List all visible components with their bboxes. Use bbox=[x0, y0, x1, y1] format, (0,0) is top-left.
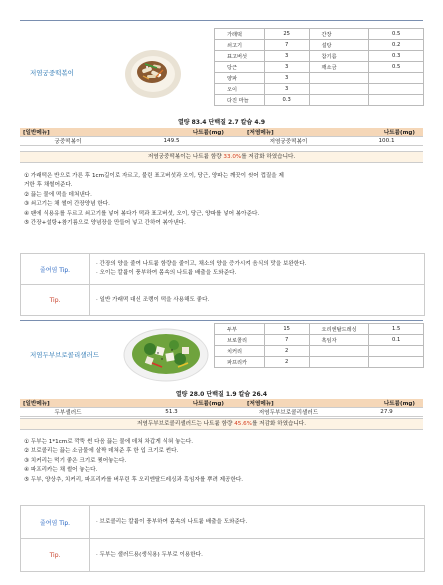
tip-line: · 일반 가래떡 대신 조랭이 떡을 사용해도 좋다. bbox=[96, 296, 210, 303]
ingredient-amount: 15 bbox=[264, 324, 309, 335]
ingredient-name: 당근 bbox=[215, 62, 265, 73]
step-item: ④ 파프리카는 채 썰어 놓는다. bbox=[24, 467, 98, 474]
tip-label: Tip. bbox=[21, 539, 90, 571]
low-salt-menu-name: 저염궁중떡볶이 bbox=[227, 137, 350, 146]
dish-photo bbox=[123, 42, 183, 102]
low-salt-menu-name: 저염두부브로콜리샐러드 bbox=[227, 408, 350, 417]
ingredient-amount: 0.3 bbox=[264, 95, 309, 106]
ingredient-amount: 7 bbox=[264, 40, 309, 51]
ingredient-row bbox=[215, 346, 424, 357]
low-salt-menu-sodium: 100.1 bbox=[350, 137, 423, 146]
ingredient-amount bbox=[369, 95, 424, 106]
step-item: ⑤ 두부, 양상추, 치커리, 파프리카를 버무린 후 오리엔탈드레싱과 흑임자를 뿌려 제공한다. bbox=[24, 476, 244, 483]
tip-content bbox=[90, 285, 424, 315]
ingredient-row bbox=[215, 73, 424, 84]
ingredient-amount: 0.5 bbox=[369, 62, 424, 73]
ingredient-name: 참기름 bbox=[309, 51, 369, 62]
step-item: ④ 팬에 식용유를 두르고 쇠고기를 넣어 볶다가 떡과 표고버섯, 오이, 당근, 양파를 넣어 볶아준다. bbox=[24, 210, 260, 217]
low-salt-tip-content bbox=[90, 506, 424, 538]
step-item: ① 두부는 1*1cm로 깍뚝 썬 다음 끓는 물에 데쳐 차갑게 식혀 놓는다. bbox=[24, 439, 194, 445]
step-item: 거한 후 채썰어준다. bbox=[24, 182, 73, 189]
ingredient-row bbox=[215, 40, 424, 51]
header-general-menu: [일반메뉴] bbox=[20, 128, 116, 137]
tip-box bbox=[20, 253, 425, 316]
ingredient-name: 설탕 bbox=[309, 40, 369, 51]
ingredient-amount: 0.2 bbox=[369, 40, 424, 51]
ingredient-row bbox=[215, 62, 424, 73]
step-item: ① 가래떡은 반으로 가른 후 1cm길이로 자르고, 불린 표고버섯과 오이, 당근, 양파는 깨끗이 씻어 껍질을 제 bbox=[24, 173, 284, 179]
ingredient-row bbox=[215, 84, 424, 95]
ingredient-name: 두부 bbox=[215, 324, 265, 335]
tip-line: · 브로콜리는 칼륨이 풍부하여 몸속의 나트륨 배출을 도와준다. bbox=[96, 518, 248, 525]
ingredient-amount: 0.1 bbox=[369, 335, 424, 346]
ingredient-row bbox=[215, 51, 424, 62]
ingredient-name: 다진 마늘 bbox=[215, 95, 265, 106]
header-sodium: 나트륨(mg) bbox=[350, 128, 423, 137]
step-item: ③ 쇠고기는 채 썰어 간장양념 한다. bbox=[24, 201, 110, 208]
ingredient-amount bbox=[369, 346, 424, 357]
reduction-percent: 33.0% bbox=[223, 154, 242, 160]
ingredient-amount: 3 bbox=[264, 84, 309, 95]
ingredient-name: 가래떡 bbox=[215, 29, 265, 40]
step-item: ③ 치커리는 먹기 좋은 크기로 찢어놓는다. bbox=[24, 457, 127, 464]
ingredient-name: 쇠고기 bbox=[215, 40, 265, 51]
ingredient-name bbox=[309, 346, 369, 357]
ingredient-amount: 1.5 bbox=[369, 324, 424, 335]
general-menu-name: 두부샐러드 bbox=[20, 408, 116, 417]
ingredient-amount: 3 bbox=[264, 62, 309, 73]
sodium-comparison-table bbox=[20, 128, 423, 146]
ingredient-name: 오이 bbox=[215, 84, 265, 95]
tip-content bbox=[90, 539, 424, 571]
step-item: ② 끓는 물에 떡을 데쳐낸다. bbox=[24, 191, 92, 198]
nutrition-summary: 열량 28.0 단백질 1.9 칼슘 26.4 bbox=[175, 391, 268, 398]
general-menu-sodium: 149.5 bbox=[116, 137, 227, 146]
header-low-salt-menu: [저염메뉴] bbox=[227, 128, 350, 137]
sodium-reduction-note: 저염두부브로콜리샐러드는 나트륨 함량 45.6%를 저감화 하였습니다. bbox=[20, 418, 423, 430]
ingredient-amount: 3 bbox=[264, 51, 309, 62]
ingredient-name: 표고버섯 bbox=[215, 51, 265, 62]
ingredient-name: 간장 bbox=[309, 29, 369, 40]
ingredient-name bbox=[309, 95, 369, 106]
tip-line: · 오이는 칼륨이 풍부하여 몸속의 나트륨 배출을 도와준다. bbox=[96, 270, 237, 276]
ingredient-table bbox=[214, 28, 424, 106]
tip-line: · 간장의 양을 줄여 나트륨 함량을 줄이고, 채소의 양을 증가시켜 음식의 맛을 보완한다. bbox=[96, 261, 307, 267]
ingredient-name bbox=[309, 84, 369, 95]
ingredient-amount: 25 bbox=[264, 29, 309, 40]
step-item: ② 브로콜리는 끓는 소금물에 살짝 데쳐준 후 한 입 크기로 썬다. bbox=[24, 448, 179, 455]
cooking-steps bbox=[24, 438, 243, 485]
ingredient-table bbox=[214, 323, 424, 368]
dish-name: 저염두부브로콜리샐러드 bbox=[30, 351, 100, 359]
ingredient-name bbox=[309, 357, 369, 368]
ingredient-amount bbox=[369, 357, 424, 368]
ingredient-row bbox=[215, 95, 424, 106]
tip-line: · 두부는 샐러드용(생식용) 두부로 이용한다. bbox=[96, 551, 203, 558]
ingredient-amount: 7 bbox=[264, 335, 309, 346]
header-sodium: 나트륨(mg) bbox=[116, 128, 227, 137]
sodium-reduction-note: 저염궁중떡볶이는 나트륨 함량 33.0%를 저감화 하였습니다. bbox=[20, 151, 423, 163]
reduction-percent: 45.6% bbox=[234, 421, 252, 427]
general-menu-sodium: 51.3 bbox=[116, 408, 227, 417]
low-salt-tip-label: 줄여염 Tip. bbox=[21, 506, 90, 538]
ingredient-row bbox=[215, 29, 424, 40]
ingredient-amount: 3 bbox=[264, 73, 309, 84]
tip-box bbox=[20, 505, 425, 572]
ingredient-amount bbox=[369, 84, 424, 95]
ingredient-amount: 0.3 bbox=[369, 51, 424, 62]
ingredient-row bbox=[215, 357, 424, 368]
ingredient-amount: 2 bbox=[264, 346, 309, 357]
ingredient-name: 양파 bbox=[215, 73, 265, 84]
header-sodium: 나트륨(mg) bbox=[116, 399, 227, 408]
header-general-menu: [일반메뉴] bbox=[20, 399, 116, 408]
ingredient-amount bbox=[369, 73, 424, 84]
ingredient-name bbox=[309, 73, 369, 84]
header-low-salt-menu: [저염메뉴] bbox=[227, 399, 350, 408]
ingredient-name: 파프리카 bbox=[215, 357, 265, 368]
sodium-comparison-table bbox=[20, 399, 423, 417]
dish-name: 저염궁중떡볶이 bbox=[30, 69, 74, 77]
general-menu-name: 궁중떡볶이 bbox=[20, 137, 116, 146]
step-item: ⑤ 간장+설탕+참기름으로 양념장을 만들어 넣고 간하여 볶아낸다. bbox=[24, 220, 186, 227]
ingredient-row bbox=[215, 335, 424, 346]
ingredient-name: 치커리 bbox=[215, 346, 265, 357]
ingredient-name: 브로콜리 bbox=[215, 335, 265, 346]
tip-label: Tip. bbox=[21, 285, 90, 315]
ingredient-name: 흑임자 bbox=[309, 335, 369, 346]
ingredient-name: 오리엔탈드레싱 bbox=[309, 324, 369, 335]
divider bbox=[20, 320, 423, 321]
ingredient-amount: 2 bbox=[264, 357, 309, 368]
low-salt-tip-label: 줄여염 Tip. bbox=[21, 254, 90, 284]
ingredient-amount: 0.5 bbox=[369, 29, 424, 40]
low-salt-tip-content bbox=[90, 254, 424, 284]
ingredient-row bbox=[215, 324, 424, 335]
header-sodium: 나트륨(mg) bbox=[350, 399, 423, 408]
low-salt-menu-sodium: 27.9 bbox=[350, 408, 423, 417]
nutrition-summary: 열량 83.4 단백질 2.7 칼슘 4.9 bbox=[177, 119, 266, 126]
dish-photo bbox=[122, 323, 210, 385]
divider bbox=[20, 20, 423, 21]
cooking-steps bbox=[24, 172, 284, 228]
ingredient-name: 깨소금 bbox=[309, 62, 369, 73]
